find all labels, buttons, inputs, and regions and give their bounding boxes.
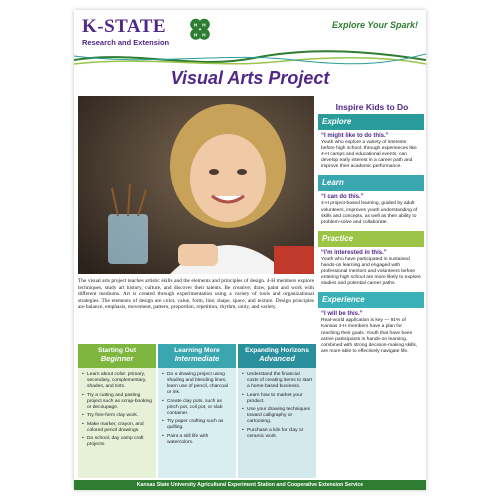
list-item: • Do a drawing project using shading and blending lines; learn use of pencil, charcoal or ink.: [162, 372, 232, 396]
level-intermediate: [158, 344, 236, 478]
section-explore-quote: “I might like to do this.”: [321, 133, 389, 139]
section-practice-quote: “I'm interested in this.”: [321, 249, 387, 256]
girl-painting-photo: [78, 96, 314, 274]
intro-paragraph: The visual arts project teaches artistic skills and the elements and principles of design. 4-H members explore techniques, study art history, culture, and discover their talents. Be creative; draw, paint and work with different mediums. Art is created through experimentation using a variety of tools and organizational strategies. The elements of design are color, value, form, line, shape, space, and texture. Design principles are balance, emphasis, movement, pattern, proportion, repetition, rhythm, unity, and variety.: [78, 278, 314, 311]
list-item: • Paint a still life with watercolors.: [162, 434, 232, 446]
level-advanced: [238, 344, 316, 478]
list-item: • Understand the financial costs of creating items to start a home-based business.: [242, 372, 312, 390]
svg-text:H: H: [193, 33, 198, 39]
decorative-swirl: [74, 48, 426, 70]
page-title: Visual Arts Project: [170, 68, 330, 88]
level-name: Advanced: [259, 354, 295, 363]
document-page: [74, 10, 426, 490]
org-name: Research and Extension: [82, 38, 170, 47]
section-learn-body: 4-H project-based learning, guided by adult volunteers, improves youth understanding of skills and concepts, as well as their ability to problem-solve and collaborate.: [321, 201, 418, 225]
sidebar: [318, 114, 424, 360]
list-item: • Try a cutting and pasting project such as scrap-booking or decoupage.: [82, 393, 152, 411]
svg-text:H: H: [193, 23, 198, 29]
svg-text:H: H: [202, 23, 206, 29]
list-item: • Try paper crafting such as quilling.: [162, 419, 232, 431]
level-title: Starting Out: [97, 347, 137, 354]
level-beginner: [78, 344, 156, 478]
list-item: • Purchase a kiln for clay or ceramic work.: [242, 428, 312, 440]
list-item: • Learn about color: primary, secondary, complementary, shades, and tints.: [82, 372, 152, 390]
footer: Kansas State University Agricultural Experiment Station and Cooperative Extension Service: [74, 480, 426, 490]
section-experience-quote: “I will be this.”: [321, 311, 363, 318]
section-experience-header: Experience: [318, 292, 424, 308]
list-item: • Make marker, crayon, and colored pencil drawings.: [82, 422, 152, 434]
section-learn-header: Learn: [318, 175, 424, 191]
tagline: Explore Your Spark!: [331, 20, 418, 30]
list-item: • Create clay pots, such as pinch pot, coil pot, or slab container.: [162, 399, 232, 417]
level-name: Intermediate: [174, 354, 220, 363]
4h-clover-icon: [186, 16, 214, 44]
svg-text:H: H: [202, 33, 206, 39]
list-item: • Learn how to market your product.: [242, 393, 312, 405]
list-item: • Do school, day camp craft projects.: [82, 436, 152, 448]
section-experience-body: Real-world application is key — 91% of Kansas 4-H members have a plan for reaching their goals. Youth that have been active participants in hands-on learning, combined with strong decision-making skills, are more able to effectively navigate life.: [321, 318, 418, 354]
level-name: Beginner: [100, 354, 134, 363]
sidebar-heading: Inspire Kids to Do: [335, 102, 409, 112]
list-item: • Try free-form clay work.: [82, 413, 152, 419]
section-learn-quote: “I can do this.”: [321, 194, 364, 201]
section-explore-body: Youth who explore a variety of interests before high school, through experiences like 4-H camps and educational events, can develop early interest in a career path and improve their academic performance.: [321, 140, 417, 170]
list-item: • Use your drawing techniques toward calligraphy or cartooning.: [242, 407, 312, 425]
level-title: Expanding Horizons: [245, 347, 309, 354]
section-practice-header: Practice: [318, 231, 424, 247]
level-title: Learning More: [174, 347, 220, 354]
kstate-logo: K-STATE: [82, 16, 167, 37]
section-practice-body: Youth who have participated in sustained hands-on learning and engaged with professional mentors and volunteers before entering high school are more likely to explore studies and potential career paths.: [321, 256, 421, 287]
levels-table: [78, 344, 316, 478]
section-explore-header: Explore: [318, 114, 424, 130]
